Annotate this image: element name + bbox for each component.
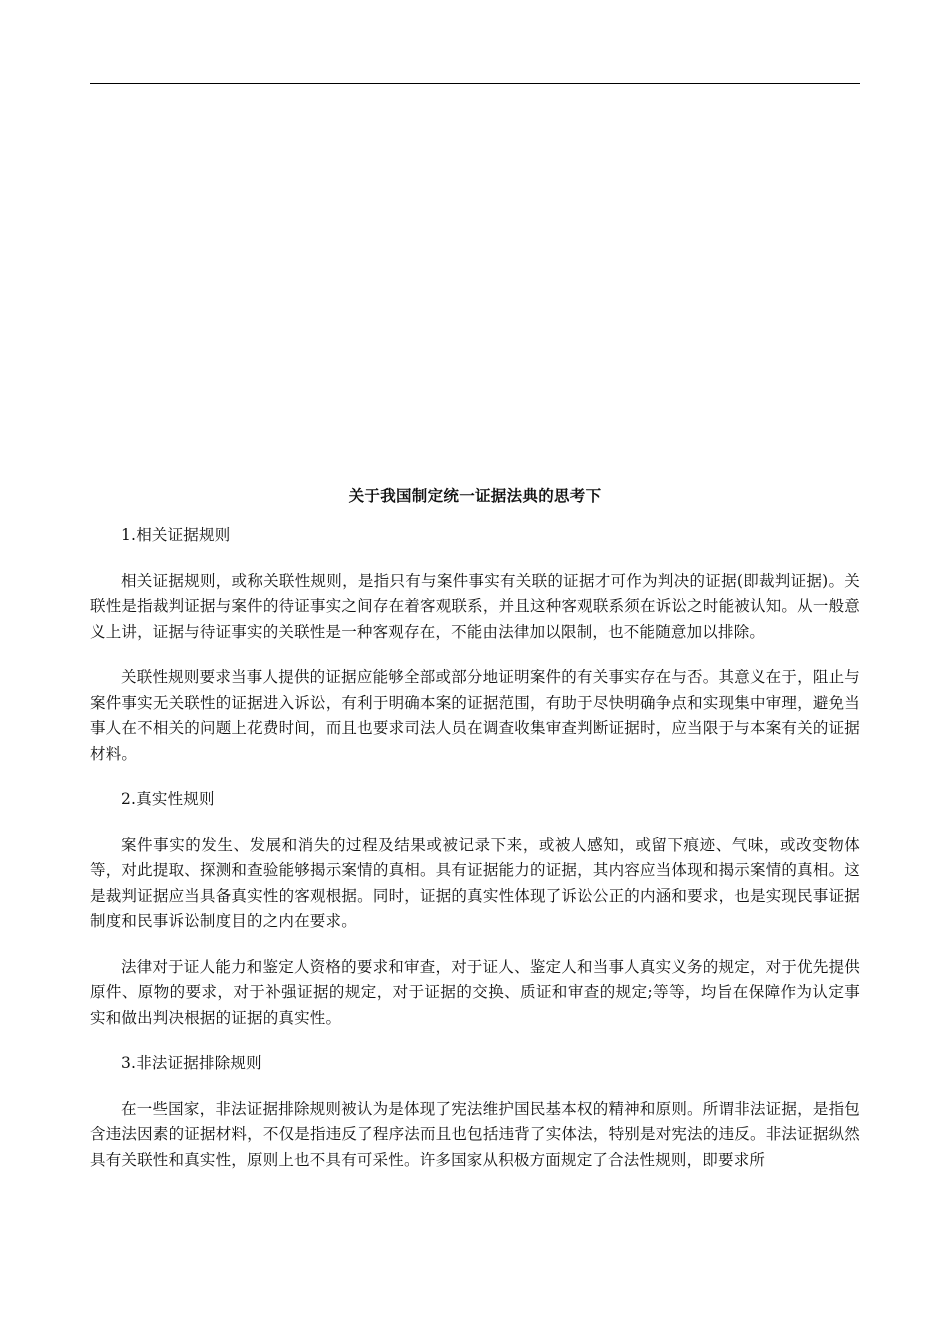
section-heading-exclusion: 3.非法证据排除规则 [121, 1054, 262, 1072]
header-rule [90, 83, 860, 84]
document-title: 关于我国制定统一证据法典的思考下 [348, 486, 602, 505]
paragraph: 相关证据规则，或称关联性规则，是指只有与案件事实有关联的证据才可作为判决的证据(即裁判证据)。关联性是指裁判证据与案件的待证事实之间存在着客观联系，并且这种客观联系须在诉讼之时能被认知。从一般意义上讲，证据与待证事实的关联性是一种客观存在，不能由法律加以限制，也不能随意加以排除。 [90, 571, 860, 641]
section-heading-relevance: 1.相关证据规则 [121, 526, 231, 544]
paragraph: 关联性规则要求当事人提供的证据应能够全部或部分地证明案件的有关事实存在与否。其意义在于，阻止与案件事实无关联性的证据进入诉讼，有利于明确本案的证据范围，有助于尽快明确争点和实现集中审理，避免当事人在不相关的问题上花费时间，而且也要求司法人员在调查收集审查判断证据时，应当限于与本案有关的证据材料。 [90, 668, 860, 763]
paragraph: 法律对于证人能力和鉴定人资格的要求和审查，对于证人、鉴定人和当事人真实义务的规定，对于优先提供原件、原物的要求，对于补强证据的规定，对于证据的交换、质证和审查的规定;等等，均旨在保障作为认定事实和做出判决根据的证据的真实性。 [90, 957, 860, 1027]
paragraph: 案件事实的发生、发展和消失的过程及结果或被记录下来，或被人感知，或留下痕迹、气味，或改变物体等，对此提取、探测和查验能够揭示案情的真相。具有证据能力的证据，其内容应当体现和揭示案情的真相。这是裁判证据应当具备真实性的客观根据。同时，证据的真实性体现了诉讼公正的内涵和要求，也是实现民事证据制度和民事诉讼制度目的之内在要求。 [90, 835, 860, 930]
document-body [90, 483, 860, 1193]
paragraph: 在一些国家，非法证据排除规则被认为是体现了宪法维护国民基本权的精神和原则。所谓非法证据，是指包含违法因素的证据材料，不仅是指违反了程序法而且也包括违背了实体法，特别是对宪法的违反。非法证据纵然具有关联性和真实性，原则上也不具有可采性。许多国家从积极方面规定了合法性规则，即要求所 [90, 1099, 860, 1169]
section-heading-authenticity: 2.真实性规则 [121, 790, 215, 808]
